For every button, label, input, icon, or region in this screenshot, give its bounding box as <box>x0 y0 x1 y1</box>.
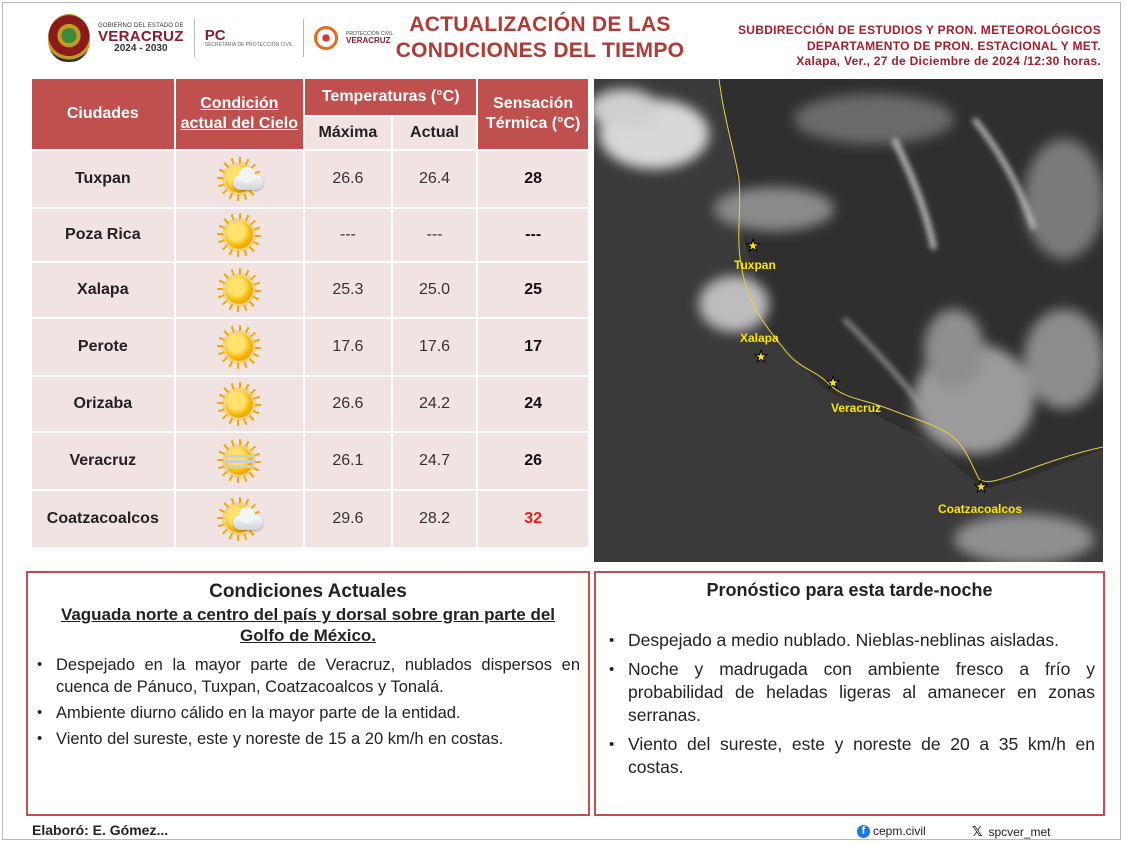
sunny-icon <box>217 327 261 367</box>
pc-label: PC <box>204 27 226 44</box>
sky-condition <box>176 491 303 547</box>
pcv-small-text: PROTECCIÓN CIVIL <box>346 30 394 37</box>
sky-condition <box>176 377 303 431</box>
gov-logo <box>98 23 184 54</box>
header-thermal-sensation: Sensación Térmica (°C) <box>478 79 588 149</box>
title-line-1: ACTUALIZACIÓN DE LAS <box>409 13 671 36</box>
x-handle: spcver_met <box>988 825 1051 839</box>
facebook-icon: f <box>857 825 870 838</box>
partly-cloudy-icon <box>217 159 261 199</box>
actual-temperature: 26.4 <box>393 151 477 207</box>
forecast-title: Pronóstico para esta tarde-noche <box>706 580 993 600</box>
city-label: Tuxpan <box>734 258 776 272</box>
hazy-sun-icon <box>217 441 261 481</box>
max-temperature: 17.6 <box>305 319 391 375</box>
table-row <box>32 151 588 207</box>
current-conditions-list <box>36 654 580 750</box>
max-temperature: 26.6 <box>305 151 391 207</box>
forecast-box <box>594 571 1105 816</box>
department-info <box>738 23 1101 70</box>
facebook-handle: cepm.civil <box>873 824 926 838</box>
state-seal-icon <box>48 14 90 62</box>
department-line-2: DEPARTAMENTO DE PRON. ESTACIONAL Y MET. <box>806 38 1101 53</box>
date-line: Xalapa, Ver., 27 de Diciembre de 2024 /12:30 horas. <box>796 54 1101 68</box>
title-line-2: CONDICIONES DEL TIEMPO <box>395 39 685 62</box>
table-row <box>32 209 588 261</box>
facebook-link[interactable] <box>857 824 926 838</box>
partly-cloudy-icon <box>217 499 261 539</box>
department-line-1: SUBDIRECCIÓN DE ESTUDIOS Y PRON. METEOROLÓGICOS <box>737 23 1101 37</box>
weather-table <box>30 77 590 549</box>
max-temperature: 25.3 <box>305 263 391 317</box>
header-sky-label: Condición actual del Cielo <box>180 95 299 132</box>
city-name: Xalapa <box>32 263 174 317</box>
x-link[interactable] <box>972 824 1051 840</box>
list-item: • Despejado en la mayor parte de Veracruz, nublados dispersos en cuenca de Pánuco, Tuxpan, Coatzacoalcos y Tonalá. <box>36 654 580 698</box>
list-item: • Ambiente diurno cálido en la mayor parte de la entidad. <box>36 702 580 724</box>
city-star-icon: ★ <box>753 349 769 366</box>
max-temperature: 26.1 <box>305 433 391 489</box>
city-label: Xalapa <box>740 331 779 345</box>
current-conditions-title: Condiciones Actuales <box>209 581 407 602</box>
city-name: Tuxpan <box>32 151 174 207</box>
sky-condition <box>176 433 303 489</box>
gov-small-text: GOBIERNO DEL ESTADO DE <box>98 22 184 29</box>
actual-temperature: 17.6 <box>393 319 477 375</box>
actual-temperature: 28.2 <box>393 491 477 547</box>
pc-small-text: SECRETARÍA DE PROTECCIÓN CIVIL <box>204 42 294 48</box>
civil-protection-icon <box>314 26 338 50</box>
actual-temperature: --- <box>393 209 477 261</box>
list-item: • Noche y madrugada con ambiente fresco a frío y probabilidad de heladas ligeras al amanecer en zonas serranas. <box>608 658 1095 727</box>
list-item: • Viento del sureste, este y noreste de 15 a 20 km/h en costas. <box>36 728 580 750</box>
header-temperatures: Temperaturas (°C) <box>305 79 476 115</box>
sky-condition <box>176 319 303 375</box>
header-actual: Actual <box>393 117 477 149</box>
current-conditions-subtitle: Vaguada norte a centro del país y dorsal sobre gran parte del Golfo de México. <box>60 605 556 645</box>
thermal-sensation: 24 <box>478 377 588 431</box>
sunny-icon <box>217 215 261 255</box>
city-name: Veracruz <box>32 433 174 489</box>
city-star-icon: ★ <box>745 238 761 255</box>
header-sky <box>176 79 303 149</box>
max-temperature: 26.6 <box>305 377 391 431</box>
gov-years-text: 2024 - 2030 <box>114 42 168 54</box>
list-item: • Viento del sureste, este y noreste de 20 a 35 km/h en costas. <box>608 733 1095 779</box>
weather-table-body <box>32 151 588 547</box>
pc-logo <box>205 28 293 48</box>
list-item: • Despejado a medio nublado. Nieblas-neblinas aisladas. <box>608 629 1095 652</box>
sky-condition <box>176 209 303 261</box>
thermal-sensation: 32 <box>478 491 588 547</box>
actual-temperature: 24.7 <box>393 433 477 489</box>
gov-state-text: VERACRUZ <box>98 27 184 45</box>
max-temperature: 29.6 <box>305 491 391 547</box>
max-temperature: --- <box>305 209 391 261</box>
city-star-icon: ★ <box>825 375 841 392</box>
header-cities: Ciudades <box>32 79 174 149</box>
sky-condition <box>176 151 303 207</box>
thermal-sensation: 26 <box>478 433 588 489</box>
page-title <box>360 12 720 64</box>
thermal-sensation: --- <box>478 209 588 261</box>
sunny-icon <box>217 384 261 424</box>
pcv-big-text: VERACRUZ <box>346 35 391 45</box>
city-name: Poza Rica <box>32 209 174 261</box>
header-logos <box>48 12 393 64</box>
sky-condition <box>176 263 303 317</box>
x-icon: 𝕏 <box>972 824 983 839</box>
actual-temperature: 25.0 <box>393 263 477 317</box>
logo-divider <box>303 19 304 57</box>
thermal-sensation: 28 <box>478 151 588 207</box>
current-conditions-box <box>26 571 590 816</box>
city-name: Orizaba <box>32 377 174 431</box>
actual-temperature: 24.2 <box>393 377 477 431</box>
thermal-sensation: 25 <box>478 263 588 317</box>
table-row <box>32 433 588 489</box>
city-name: Perote <box>32 319 174 375</box>
table-row <box>32 491 588 547</box>
header-max: Máxima <box>305 117 391 149</box>
logo-divider <box>194 19 195 57</box>
forecast-list <box>604 629 1095 779</box>
city-name: Coatzacoalcos <box>32 491 174 547</box>
city-label: Veracruz <box>831 401 882 415</box>
sunny-icon <box>217 270 261 310</box>
table-row <box>32 319 588 375</box>
city-star-icon: ★ <box>973 479 989 496</box>
table-row <box>32 263 588 317</box>
thermal-sensation: 17 <box>478 319 588 375</box>
table-row <box>32 377 588 431</box>
author-credit: Elaboró: E. Gómez... <box>32 822 169 838</box>
city-label: Coatzacoalcos <box>938 502 1023 516</box>
satellite-map <box>594 79 1103 562</box>
